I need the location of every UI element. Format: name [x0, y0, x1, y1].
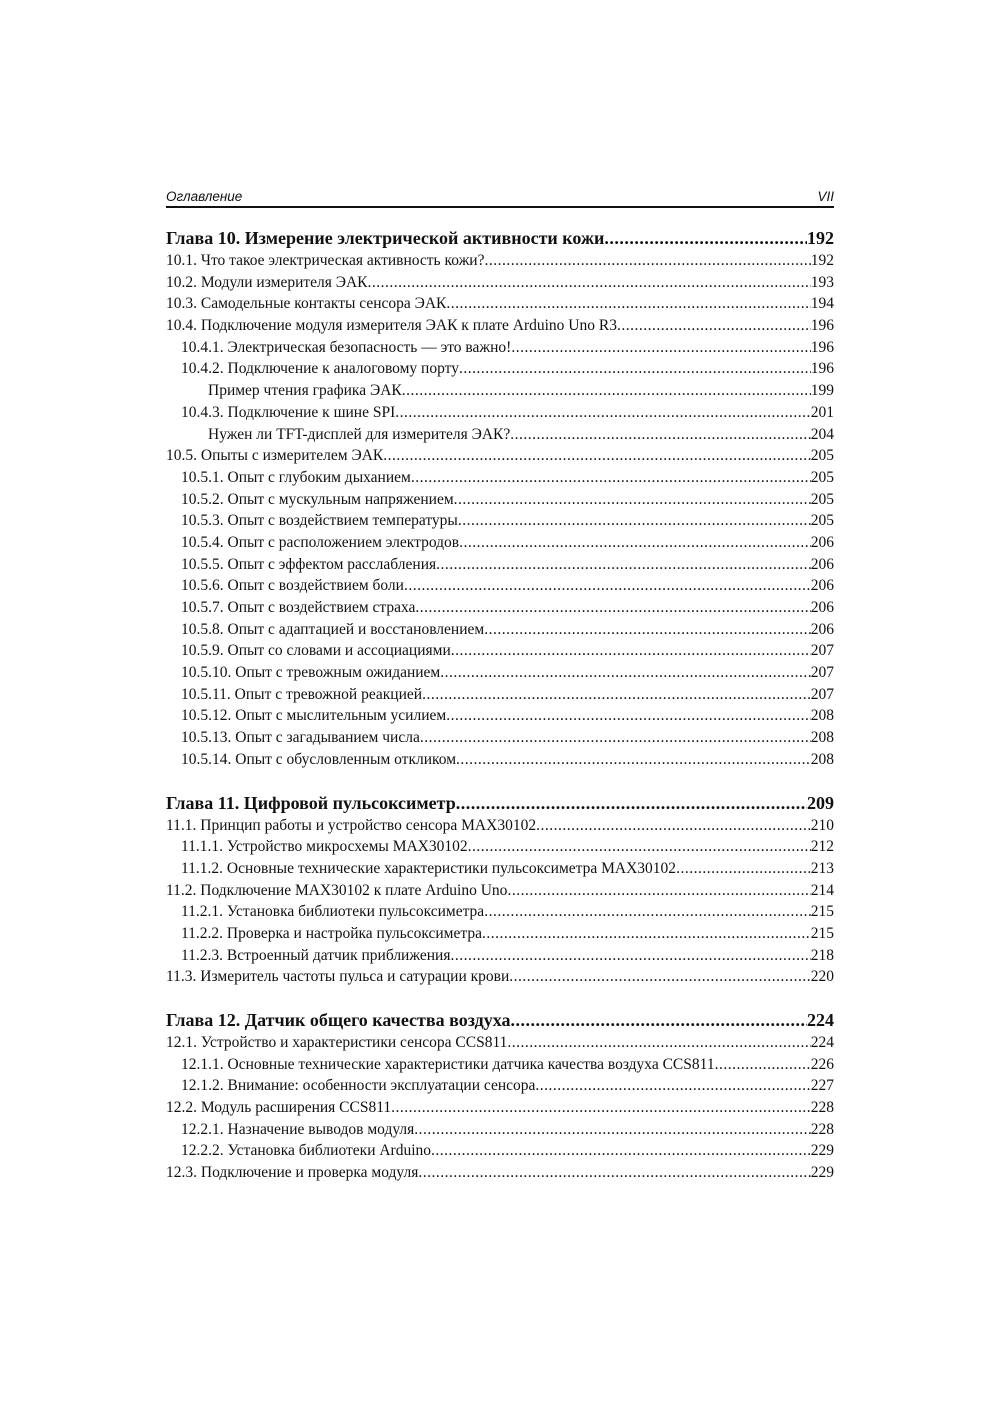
toc-entry-title: 10.3. Самодельные контакты сенсора ЭАК: [166, 295, 447, 313]
toc-entry-page: 208: [810, 750, 834, 768]
toc-entry-title: 10.4.1. Электрическая безопасность — это важно!: [181, 338, 512, 356]
dot-leader: [450, 945, 810, 967]
toc-entry-title: 10.5.13. Опыт с загадыванием числа: [181, 729, 420, 747]
dot-leader: [368, 272, 811, 294]
toc-entry[interactable]: [166, 575, 834, 597]
toc-entry[interactable]: [166, 836, 834, 858]
dot-leader: [404, 575, 811, 597]
running-header: [166, 188, 834, 208]
dot-leader: [510, 1009, 807, 1032]
dot-leader: [510, 424, 811, 446]
toc-entry-page: 227: [810, 1077, 834, 1095]
toc-entry-page: 224: [807, 1010, 834, 1030]
running-header-title: Оглавление: [166, 189, 243, 204]
dot-leader: [468, 836, 811, 858]
dot-leader: [482, 923, 811, 945]
dot-leader: [507, 1032, 810, 1054]
toc-entry-title: Нужен ли TFT-дисплей для измерителя ЭАК?: [208, 425, 511, 443]
toc-entry[interactable]: [166, 272, 834, 294]
toc-entry-page: 192: [807, 228, 834, 248]
toc-entry[interactable]: [166, 380, 834, 402]
toc-entry-page: 226: [810, 1055, 834, 1073]
dot-leader: [418, 1162, 810, 1184]
toc-entry-title: 12.1.2. Внимание: особенности эксплуатации сенсора: [181, 1077, 536, 1095]
toc-entry-page: 199: [810, 382, 834, 400]
toc-entry-title: 11.1. Принцип работы и устройство сенсора MAX30102: [166, 816, 537, 834]
toc-entry[interactable]: [166, 880, 834, 902]
toc-entry-title: 11.2.2. Проверка и настройка пульсоксиметра: [181, 924, 482, 942]
dot-leader: [511, 337, 810, 359]
toc-entry-page: 220: [810, 968, 834, 986]
toc-entry-title: 10.5.14. Опыт с обусловленным откликом: [181, 750, 457, 768]
toc-entry-title: 12.2. Модуль расширения CCS811: [166, 1099, 392, 1117]
toc-entry-page: 193: [810, 273, 834, 291]
dot-leader: [456, 749, 811, 771]
toc-entry[interactable]: [166, 1119, 834, 1141]
toc-entry-title: 10.5.12. Опыт с мыслительным усилием: [181, 707, 447, 725]
toc-entry-page: 205: [810, 468, 834, 486]
toc-entry-page: 228: [810, 1099, 834, 1117]
toc-entry-title: 12.3. Подключение и проверка модуля: [166, 1164, 419, 1182]
toc-entry-page: 213: [810, 859, 834, 877]
toc-entry-title: 10.5. Опыты с измерителем ЭАК: [166, 447, 384, 465]
toc-entry-title: 10.5.1. Опыт с глубоким дыханием: [181, 468, 411, 486]
toc-entry-page: 218: [810, 946, 834, 964]
dot-leader: [459, 532, 811, 554]
toc-entry-title: Глава 10. Измерение электрической активности кожи: [166, 228, 605, 248]
toc-entry[interactable]: [166, 749, 834, 771]
toc-entry-title: 10.5.3. Опыт с воздействием температуры: [181, 512, 458, 530]
toc-entry-title: 11.1.1. Устройство микросхемы MAX30102: [181, 838, 468, 856]
toc-entry[interactable]: [166, 597, 834, 619]
toc-entry-title: 10.1. Что такое электрическая активность кожи?: [166, 252, 485, 269]
dot-leader: [507, 880, 810, 902]
toc-entry-title: 11.2.3. Встроенный датчик приближения: [181, 946, 451, 964]
dot-leader: [604, 227, 807, 250]
toc-entry-page: 215: [810, 903, 834, 921]
dot-leader: [484, 250, 810, 272]
toc-entry[interactable]: [166, 640, 834, 662]
dot-leader: [451, 640, 811, 662]
toc-entry[interactable]: [166, 532, 834, 554]
toc-entry-page: 196: [810, 338, 834, 356]
dot-leader: [411, 467, 811, 489]
toc-entry-page: 205: [810, 512, 834, 530]
page-number: VII: [817, 189, 834, 204]
toc-entry-page: 205: [810, 447, 834, 465]
toc-entry[interactable]: [166, 293, 834, 315]
toc-entry-page: 210: [810, 816, 834, 834]
toc-entry[interactable]: [166, 705, 834, 727]
toc-entry[interactable]: [166, 901, 834, 923]
toc-entry[interactable]: [166, 358, 834, 380]
toc-entry-page: 212: [810, 838, 834, 856]
toc-entry-title: Глава 11. Цифровой пульсоксиметр: [166, 792, 456, 813]
dot-leader: [431, 1140, 811, 1162]
toc-entry-page: 194: [810, 295, 834, 313]
toc-entry[interactable]: [166, 467, 834, 489]
toc-entry[interactable]: [166, 1140, 834, 1162]
toc-chapter: [166, 1009, 834, 1184]
toc-entry-title: 10.5.6. Опыт с воздействием боли: [181, 577, 404, 595]
dot-leader: [535, 1075, 810, 1097]
toc-entry[interactable]: [166, 945, 834, 967]
toc-entry[interactable]: [166, 684, 834, 706]
toc-entry[interactable]: [166, 1075, 834, 1097]
toc-chapter: [166, 792, 834, 989]
toc-entry-title: 12.1. Устройство и характеристики сенсора CCS811: [166, 1034, 508, 1051]
toc-entry-title: 10.5.9. Опыт со словами и ассоциациями: [181, 642, 451, 660]
toc-entry[interactable]: [166, 1097, 834, 1119]
toc-entry-title: 11.3. Измеритель частоты пульса и сатурации крови: [166, 968, 510, 986]
toc-entry-page: 207: [810, 642, 834, 660]
dot-leader: [402, 380, 811, 402]
dot-leader: [446, 293, 810, 315]
dot-leader: [459, 358, 811, 380]
toc-entry-page: 229: [810, 1142, 834, 1160]
toc-entry[interactable]: [166, 554, 834, 576]
dot-leader: [420, 727, 811, 749]
toc-entry-title: 10.5.8. Опыт с адаптацией и восстановлением: [181, 620, 485, 638]
toc-entry[interactable]: [166, 923, 834, 945]
toc-entry[interactable]: [166, 250, 834, 272]
toc-entry[interactable]: [166, 337, 834, 359]
toc-entry-page: 207: [810, 664, 834, 682]
chapter-heading[interactable]: [166, 1009, 834, 1032]
toc-entry[interactable]: [166, 445, 834, 467]
dot-leader: [422, 684, 811, 706]
toc-entry-title: 10.5.4. Опыт с расположением электродов: [181, 533, 460, 551]
dot-leader: [509, 966, 810, 988]
dot-leader: [446, 705, 811, 727]
dot-leader: [414, 1119, 810, 1141]
toc-entry-title: 12.2.1. Назначение выводов модуля: [181, 1120, 415, 1138]
toc-entry-title: 12.2.2. Установка библиотеки Arduino: [181, 1142, 432, 1160]
toc-entry-title: 11.1.2. Основные технические характеристики пульсоксиметра MAX30102: [181, 859, 677, 877]
toc-entry-page: 215: [810, 924, 834, 942]
toc-entry-title: 10.5.7. Опыт с воздействием страха: [181, 599, 416, 616]
toc-entry-title: 10.4. Подключение модуля измерителя ЭАК к плате Arduino Uno R3: [166, 317, 617, 335]
dot-leader: [536, 815, 811, 837]
dot-leader: [458, 510, 811, 532]
toc-entry-page: 205: [810, 490, 834, 508]
toc-entry-title: 10.4.2. Подключение к аналоговому порту: [181, 360, 459, 378]
dot-leader: [436, 554, 811, 576]
dot-leader: [395, 402, 811, 424]
toc-entry-page: 228: [810, 1120, 834, 1138]
toc-entry-page: 214: [810, 881, 834, 899]
toc-entry-page: 206: [810, 599, 834, 616]
dot-leader: [440, 662, 811, 684]
toc-entry-page: 207: [810, 685, 834, 703]
dot-leader: [456, 792, 807, 815]
dot-leader: [715, 1054, 811, 1076]
toc-entry[interactable]: [166, 1054, 834, 1076]
chapter-heading[interactable]: [166, 227, 834, 250]
toc-entry[interactable]: [166, 424, 834, 446]
dot-leader: [391, 1097, 811, 1119]
toc-entry-title: 10.5.11. Опыт с тревожной реакцией: [181, 685, 423, 703]
toc-entry-title: 12.1.1. Основные технические характеристики датчика качества воздуха CCS811: [181, 1055, 715, 1073]
toc-entry-page: 206: [810, 555, 834, 573]
toc-entry[interactable]: [166, 662, 834, 684]
dot-leader: [676, 858, 811, 880]
toc-entry-page: 201: [810, 403, 834, 421]
toc-entry-page: 206: [810, 577, 834, 595]
dot-leader: [484, 619, 811, 641]
toc-entry-page: 208: [810, 729, 834, 747]
toc-entry[interactable]: [166, 815, 834, 837]
toc-entry-title: Пример чтения графика ЭАК: [208, 382, 402, 400]
toc-entry[interactable]: [166, 1162, 834, 1184]
toc-entry-title: Глава 12. Датчик общего качества воздуха: [166, 1010, 511, 1030]
toc-entry-title: 10.5.5. Опыт с эффектом расслабления: [181, 555, 437, 573]
toc-entry-page: 196: [810, 317, 834, 335]
chapter-heading[interactable]: [166, 792, 834, 815]
table-of-contents: [166, 227, 834, 1205]
toc-entry[interactable]: [166, 966, 834, 988]
toc-entry[interactable]: [166, 619, 834, 641]
dot-leader: [617, 315, 811, 337]
dot-leader: [415, 597, 810, 619]
toc-entry-page: 204: [810, 425, 834, 443]
toc-entry[interactable]: [166, 315, 834, 337]
dot-leader: [484, 901, 811, 923]
toc-entry-title: 11.2. Подключение MAX30102 к плате Arduino Uno: [166, 881, 508, 899]
toc-entry[interactable]: [166, 489, 834, 511]
toc-entry-page: 206: [810, 620, 834, 638]
toc-entry[interactable]: [166, 1032, 834, 1054]
toc-entry[interactable]: [166, 402, 834, 424]
toc-entry-title: 11.2.1. Установка библиотеки пульсоксиметра: [181, 903, 485, 921]
toc-entry[interactable]: [166, 858, 834, 880]
toc-entry[interactable]: [166, 727, 834, 749]
toc-chapter: [166, 227, 834, 771]
toc-entry-page: 209: [807, 792, 834, 813]
toc-entry-page: 192: [810, 252, 834, 269]
toc-entry-page: 224: [810, 1034, 834, 1051]
toc-entry-page: 206: [810, 533, 834, 551]
toc-entry-page: 229: [810, 1164, 834, 1182]
toc-entry-title: 10.5.2. Опыт с мускульным напряжением: [181, 490, 454, 508]
dot-leader: [454, 489, 811, 511]
toc-entry-title: 10.5.10. Опыт с тревожным ожиданием: [181, 664, 441, 682]
toc-entry-page: 196: [810, 360, 834, 378]
toc-entry-title: 10.2. Модули измерителя ЭАК: [166, 273, 368, 291]
toc-entry-title: 10.4.3. Подключение к шине SPI: [181, 403, 396, 421]
dot-leader: [383, 445, 811, 467]
toc-entry-page: 208: [810, 707, 834, 725]
toc-entry[interactable]: [166, 510, 834, 532]
